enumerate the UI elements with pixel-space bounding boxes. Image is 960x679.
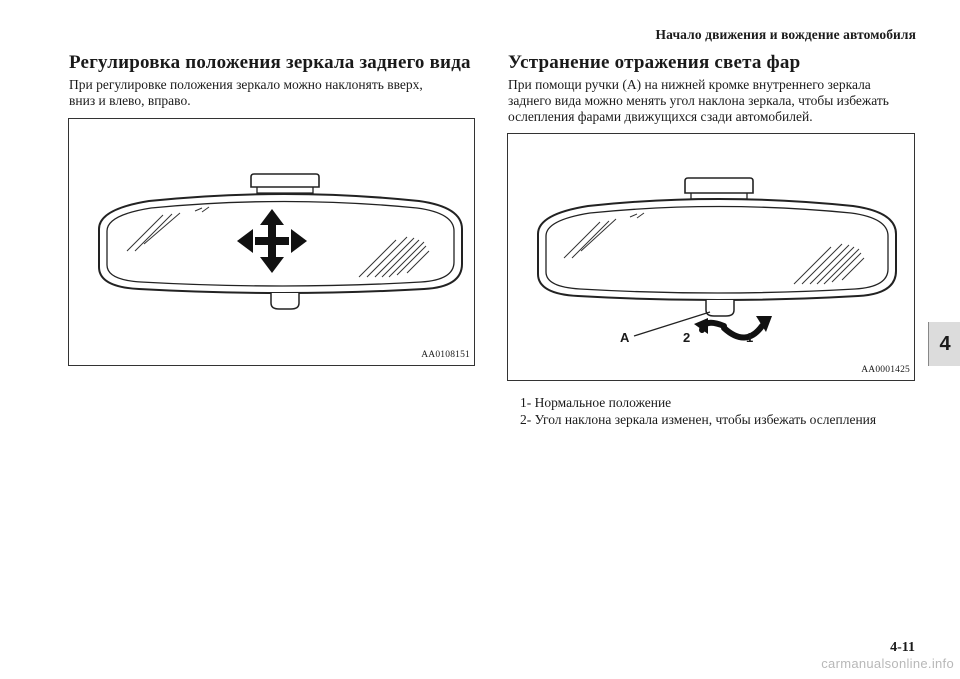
figure-mirror-adjustment bbox=[68, 118, 475, 366]
paragraph-line: При регулировке положения зеркало можно наклонять вверх, bbox=[69, 77, 423, 92]
mirror-adjustment-illustration bbox=[69, 119, 474, 365]
paragraph-line: вниз и влево, вправо. bbox=[69, 93, 191, 108]
label-a: A bbox=[620, 330, 630, 345]
figure-code: AA0108151 bbox=[421, 350, 470, 360]
chapter-tab: 4 bbox=[928, 322, 960, 366]
figure-captions bbox=[520, 395, 876, 428]
mirror-adjustment-text bbox=[69, 77, 423, 109]
watermark: carmanualsonline.info bbox=[821, 656, 954, 671]
caption-item: 1- Нормальное положение bbox=[520, 395, 672, 410]
section-heading-glare-prevention: Устранение отражения света фар bbox=[508, 52, 801, 73]
mirror-tilt-illustration bbox=[508, 134, 914, 380]
paragraph-line: При помощи ручки (А) на нижней кромке внутреннего зеркала bbox=[508, 77, 871, 92]
figure-code: AA0001425 bbox=[861, 365, 910, 375]
paragraph-line: заднего вида можно менять угол наклона зеркала, чтобы избежать bbox=[508, 93, 889, 108]
label-2: 2 bbox=[683, 330, 691, 345]
paragraph-line: ослепления фарами движущихся сзади автомобилей. bbox=[508, 109, 813, 124]
running-header: Начало движения и вождение автомобиля bbox=[655, 27, 916, 42]
caption-item: 2- Угол наклона зеркала изменен, чтобы избежать ослепления bbox=[520, 411, 877, 427]
page-number: 4-11 bbox=[890, 640, 915, 655]
figure-glare-prevention bbox=[507, 133, 915, 381]
glare-prevention-text bbox=[508, 77, 889, 125]
section-heading-mirror-adjustment: Регулировка положения зеркала заднего вида bbox=[69, 52, 471, 73]
label-1: 1 bbox=[746, 330, 754, 345]
tilt-arrows-icon bbox=[694, 316, 772, 338]
